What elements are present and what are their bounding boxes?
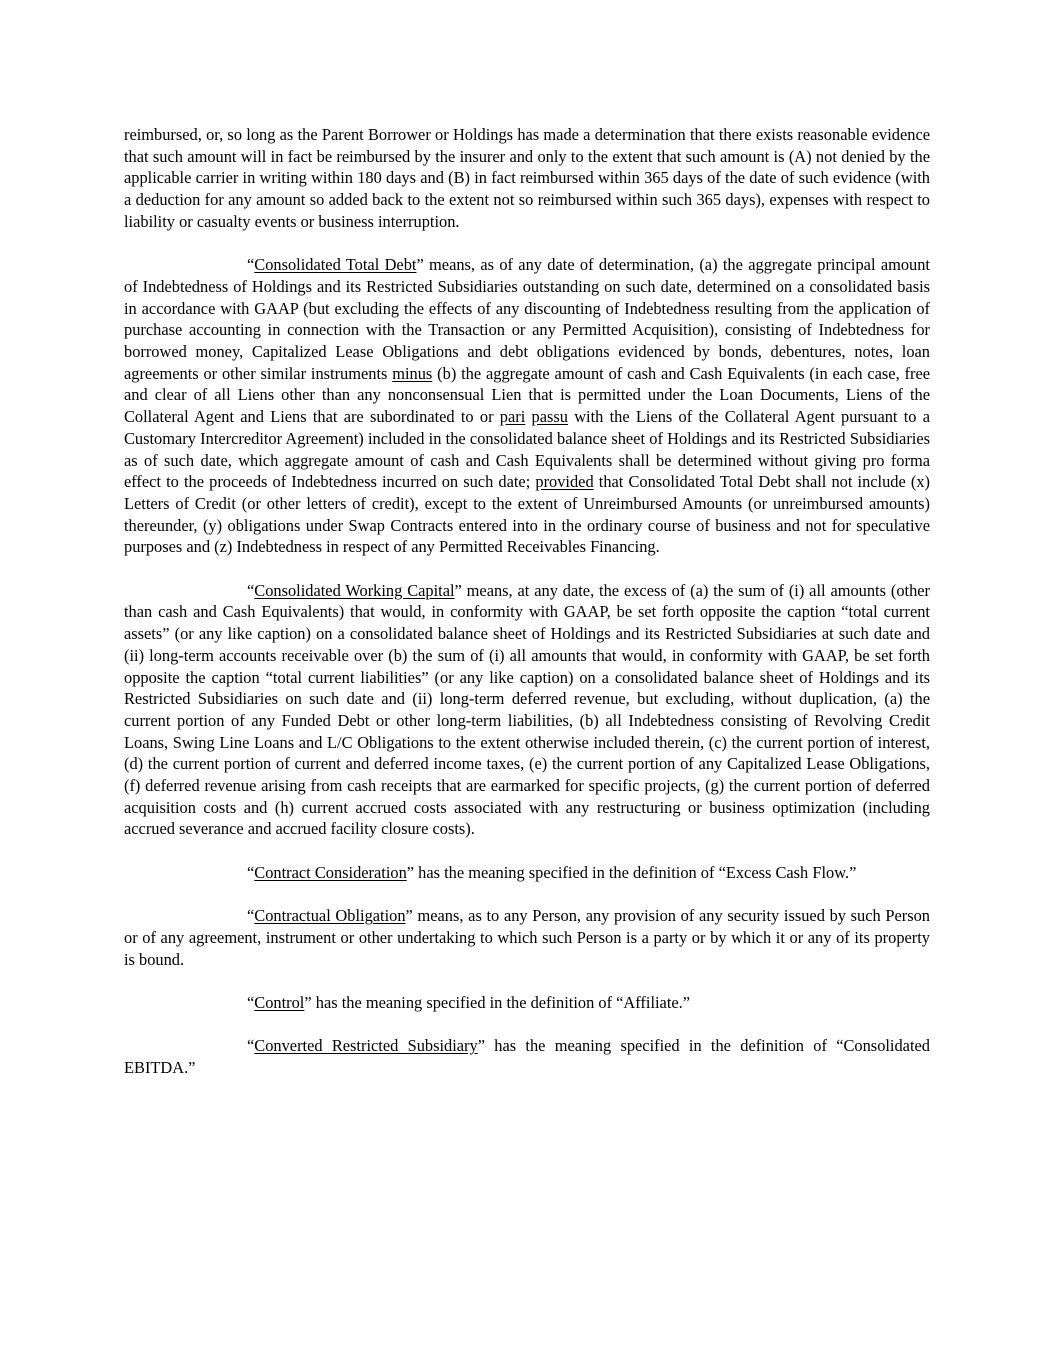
open-quote: “	[247, 862, 255, 882]
defined-term: Contract Consideration	[254, 862, 407, 882]
emphasis-passu: passu	[531, 407, 568, 427]
defined-term: Consolidated Working Capital	[254, 580, 455, 600]
open-quote: “	[247, 1036, 255, 1056]
defined-term: Contractual Obligation	[254, 906, 406, 926]
emphasis-minus: minus	[392, 363, 433, 383]
emphasis-provided: provided	[535, 472, 594, 492]
definition-text: ” means, at any date, the excess of (a) the sum of (i) all amounts (other than cash and Cash Equivalents) that would, in conformity with GAAP, be set forth opposite the caption “total current assets” (or any like caption) on a consolidated balance sheet of Holdings and its Restricted Subsidiaries at such date and (ii) long-term accounts receivable over (b) the sum of (i) all amounts that would, in conformity with GAAP, be set forth opposite the caption “total current liabilities” (or any like caption) on a consolidated balance sheet of Holdings and its Restricted Subsidiaries on such date and (ii) long-term deferred revenue, but excluding, without duplication, (a) the current portion of any Funded Debt or other long-term liabilities, (b) all Indebtedness consisting of Revolving Credit Loans, Swing Line Loans and L/C Obligations to the extent otherwise included therein, (c) the current portion of interest, (d) the current portion of current and deferred income taxes, (e) the current portion of any Capitalized Lease Obligations, (f) deferred revenue arising from cash receipts that are earmarked for specific projects, (g) the current portion of deferred acquisition costs and (h) current accrued costs associated with any restructuring or business optimization (including accrued severance and accrued facility closure costs).	[124, 580, 931, 839]
definition-text: ” means, as to any Person, any provision of any security issued by such Person or of any agreement, instrument or other undertaking to which such Person is a party or by which it or any of its property is bound.	[124, 906, 931, 969]
emphasis-pari: pari	[499, 407, 526, 427]
defined-term: Consolidated Total Debt	[254, 255, 417, 275]
open-quote: “	[247, 993, 255, 1013]
definition-text: that Consolidated Total Debt shall not include (x) Letters of Credit (or other letters of credit), except to the extent of Unreimbursed Amounts (or unreimbursed amounts) thereunder, (y) obligations under Swap Contracts entered into in the ordinary course of business and not for speculative purposes and (z) Indebtedness in respect of any Permitted Receivables Financing.	[124, 472, 930, 557]
definition-text: ” has the meaning specified in the definition of “Excess Cash Flow.”	[406, 862, 857, 882]
definition-text: ” has the meaning specified in the definition of “Affiliate.”	[304, 993, 691, 1013]
document-page	[124, 124, 930, 1079]
definition-text: ” has the meaning specified in the definition of “Consolidated EBITDA.”	[124, 1036, 930, 1078]
definition-contractual-obligation	[124, 905, 930, 970]
open-quote: “	[247, 580, 255, 600]
defined-term: Converted Restricted Subsidiary	[254, 1036, 478, 1056]
definition-text: ” means, as of any date of determination, (a) the aggregate principal amount of Indebtedness of Holdings and its Restricted Subsidiaries outstanding on such date, determined on a consolidated basis in accordance with GAAP (but excluding the effects of any discounting of Indebtedness resulting from the application of purchase accounting in connection with the Transaction or any Permitted Acquisition), consisting of Indebtedness for borrowed money, Capitalized Lease Obligations and debt obligations evidenced by bonds, debentures, notes, loan agreements or other similar instruments	[124, 255, 930, 383]
definition-control	[124, 992, 930, 1014]
definition-contract-consideration	[124, 862, 930, 884]
open-quote: “	[247, 906, 255, 926]
definition-text: (b) the aggregate amount of cash and Cash Equivalents (in each case, free and clear of all Liens other than any nonconsensual Lien that is permitted under the Loan Documents, Liens of the Collateral Agent and Liens that are subordinated to or	[124, 363, 930, 427]
definition-converted-restricted-subsidiary	[124, 1035, 930, 1078]
open-quote: “	[247, 255, 255, 275]
paragraph-reimbursed-continuation	[124, 124, 930, 233]
definition-consolidated-total-debt	[124, 254, 930, 558]
defined-term: Control	[254, 993, 305, 1013]
definition-consolidated-working-capital	[124, 580, 930, 840]
definition-text: with the Liens of the Collateral Agent pursuant to a Customary Intercreditor Agreement) included in the consolidated balance sheet of Holdings and its Restricted Subsidiaries as of such date, which aggregate amount of cash and Cash Equivalents shall be determined without giving pro forma effect to the proceeds of Indebtedness incurred on such date;	[124, 407, 930, 492]
paragraph-text: reimbursed, or, so long as the Parent Borrower or Holdings has made a determination that there exists reasonable evidence that such amount will in fact be reimbursed by the insurer and only to the extent that such amount is (A) not denied by the applicable carrier in writing within 180 days and (B) in fact reimbursed within 365 days of the date of such evidence (with a deduction for any amount so added back to the extent not so reimbursed within such 365 days), expenses with respect to liability or casualty events or business interruption.	[124, 125, 930, 231]
